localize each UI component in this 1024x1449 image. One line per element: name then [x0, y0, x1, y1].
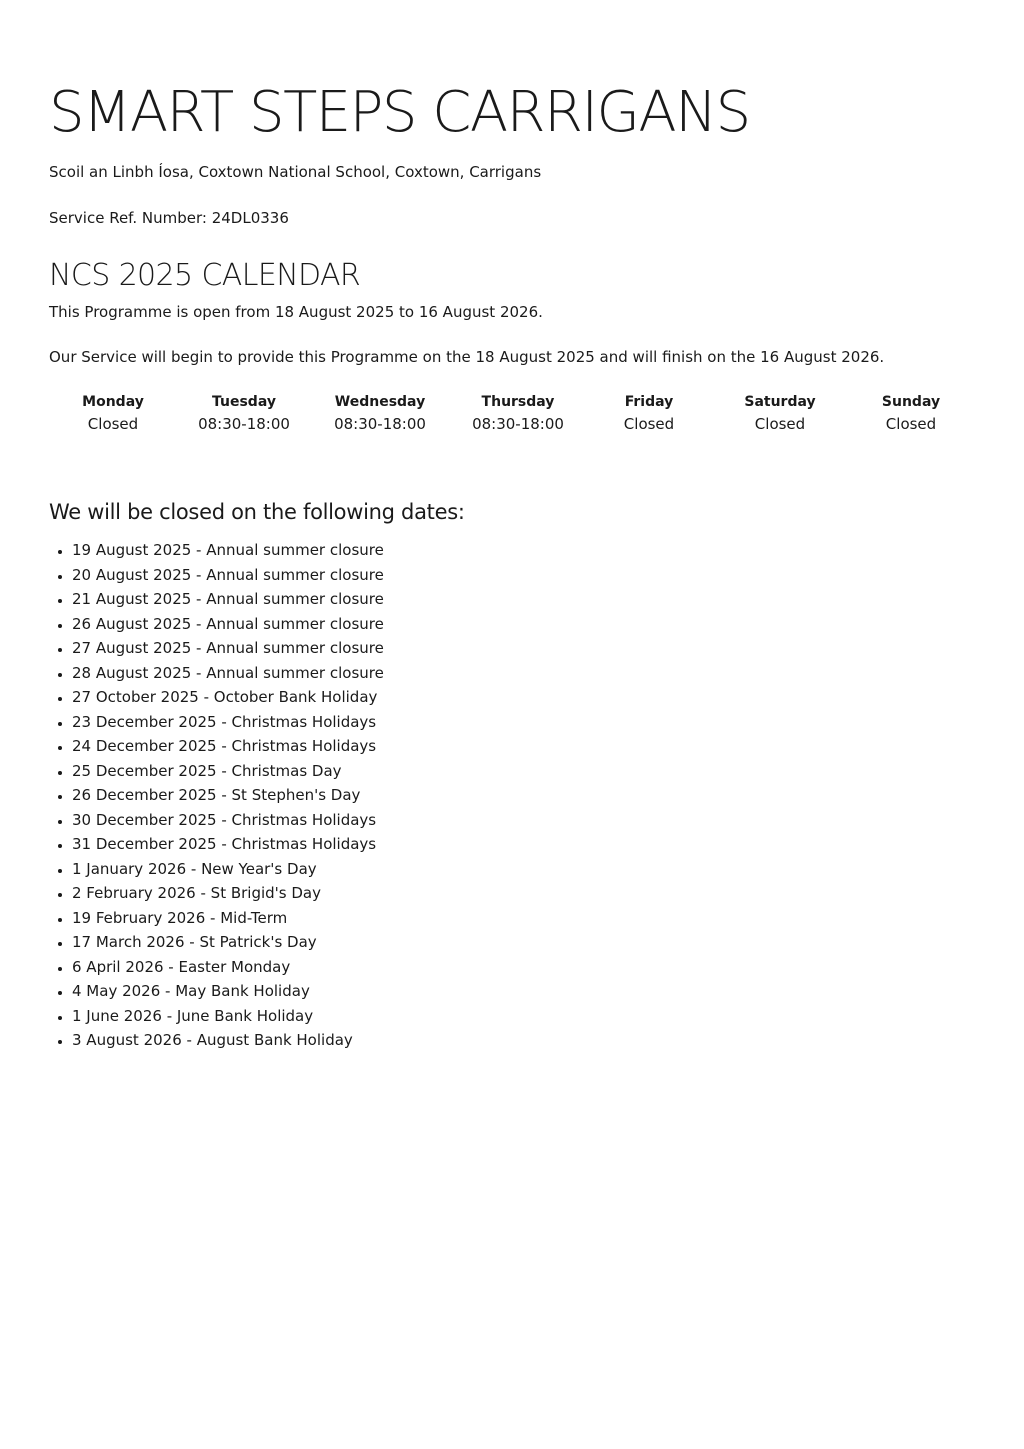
hours-column-wednesday [310, 392, 450, 436]
day-hours: Closed [623, 415, 675, 433]
list-item: • 31 December 2025 - Christmas Holidays [72, 832, 969, 857]
list-item: • 23 December 2025 - Christmas Holidays [72, 710, 969, 735]
day-name: Wednesday [334, 394, 426, 410]
day-hours: Closed [754, 415, 806, 433]
list-item: • 2 February 2026 - St Brigid's Day [72, 881, 969, 906]
list-item: • 6 April 2026 - Easter Monday [72, 955, 969, 980]
list-item: • 25 December 2025 - Christmas Day [72, 759, 969, 784]
list-item: • 27 October 2025 - October Bank Holiday [72, 685, 969, 710]
list-item: • 26 August 2025 - Annual summer closure [72, 612, 969, 637]
page-title: SMART STEPS CARRIGANS [49, 80, 750, 145]
day-name: Friday [624, 394, 674, 410]
day-name: Thursday [481, 394, 555, 410]
day-hours: 08:30-18:00 [334, 415, 426, 433]
hours-column-friday [586, 392, 712, 436]
hours-column-tuesday [178, 392, 310, 436]
hours-column-saturday [712, 392, 848, 436]
service-ref-number: Service Ref. Number: 24DL0336 [49, 209, 289, 227]
hours-column-thursday [450, 392, 586, 436]
day-hours: Closed [87, 415, 139, 433]
list-item: • 21 August 2025 - Annual summer closure [72, 587, 969, 612]
hours-column-sunday [848, 392, 974, 436]
day-name: Tuesday [212, 394, 276, 410]
list-item: • 1 January 2026 - New Year's Day [72, 857, 969, 882]
document-page [49, 80, 969, 1053]
service-address: Scoil an Linbh Íosa, Coxtown National School, Coxtown, Carrigans [49, 163, 542, 181]
day-hours: 08:30-18:00 [472, 415, 564, 433]
day-name: Saturday [744, 394, 816, 410]
closure-dates-list [49, 538, 969, 1053]
list-item: • 24 December 2025 - Christmas Holidays [72, 734, 969, 759]
list-item: • 19 August 2025 - Annual summer closure [72, 538, 969, 563]
day-name: Sunday [881, 394, 941, 410]
day-hours: 08:30-18:00 [198, 415, 290, 433]
programme-open-text: This Programme is open from 18 August 2025 to 16 August 2026. [49, 303, 543, 321]
calendar-heading: NCS 2025 CALENDAR [49, 258, 361, 293]
list-item: • 26 December 2025 - St Stephen's Day [72, 783, 969, 808]
list-item: • 4 May 2026 - May Bank Holiday [72, 979, 969, 1004]
list-item: • 20 August 2025 - Annual summer closure [72, 563, 969, 588]
list-item: • 1 June 2026 - June Bank Holiday [72, 1004, 969, 1029]
hours-column-monday [48, 392, 178, 436]
list-item: • 27 August 2025 - Annual summer closure [72, 636, 969, 661]
closures-heading: We will be closed on the following dates: [49, 500, 465, 524]
programme-begin-text: Our Service will begin to provide this Programme on the 18 August 2025 and will finish on the 16 August 2026. [49, 348, 885, 366]
day-name: Monday [82, 394, 144, 410]
opening-hours-table [48, 392, 978, 436]
list-item: • 17 March 2026 - St Patrick's Day [72, 930, 969, 955]
day-hours: Closed [885, 415, 937, 433]
list-item: • 28 August 2025 - Annual summer closure [72, 661, 969, 686]
list-item: • 19 February 2026 - Mid-Term [72, 906, 969, 931]
list-item: • 3 August 2026 - August Bank Holiday [72, 1028, 969, 1053]
list-item: • 30 December 2025 - Christmas Holidays [72, 808, 969, 833]
